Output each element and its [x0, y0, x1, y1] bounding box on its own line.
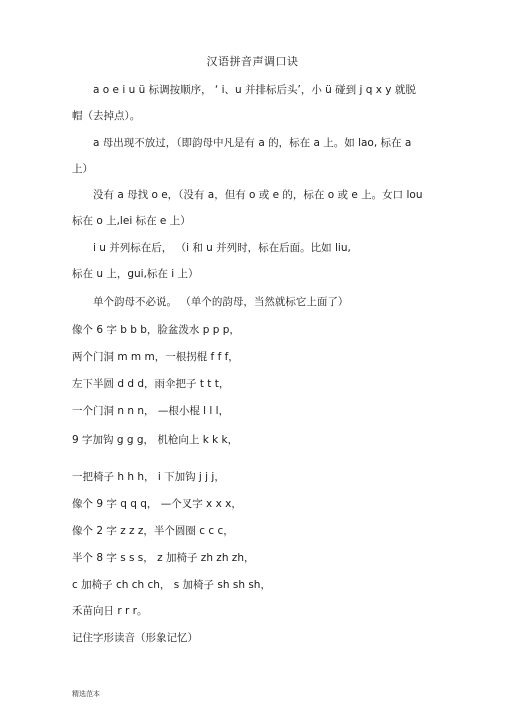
text-line: 上） — [72, 163, 93, 175]
text-line: i u 并列标在后， （i 和 u 并列时，标在后面。比如 liu, — [93, 242, 351, 254]
text-line: 左下半圆 d d d，雨伞把子 t t t， — [72, 378, 230, 390]
text-line: 两个门洞 m m m，一根拐棍 f f f， — [72, 351, 239, 363]
text-line: 半个 8 字 s s s， z 加椅子 zh zh zh， — [72, 552, 255, 564]
text-line: 一把椅子 h h h， i 下加钩 j j j， — [72, 471, 225, 483]
text-line: a 母出现不放过，（即韵母中凡是有 a 的，标在 a 上。如 lao, 标在 a — [93, 137, 412, 149]
text-line: 标在 u 上，gui,标在 i 上） — [72, 268, 199, 280]
footer-note: 精选范本 — [72, 690, 100, 698]
text-line: c 加椅子 ch ch ch， s 加椅子 sh sh sh， — [72, 579, 271, 591]
text-line: 9 字加钩 g g g， 机枪向上 k k k， — [72, 434, 239, 446]
text-line: 一个门洞 n n n， —根小棍 l l l， — [72, 405, 230, 417]
text-line: 像个 6 字 b b b，脸盆泼水 p p p， — [72, 324, 240, 336]
text-line: 标在 o 上,lei 标在 e 上） — [72, 215, 191, 227]
page-title: 汉语拼音声调口诀 — [206, 55, 299, 68]
text-line: 像个 2 字 z z z，半个圆圈 c c c， — [72, 525, 234, 537]
text-line: 帽（去掉点）。 — [72, 110, 141, 122]
text-line: 记住字形读音（形象记忆） — [72, 632, 198, 644]
text-line: 没有 a 母找 o e，（没有 a，但有 o 或 e 的，标在 o 或 e 上。女口 lou — [93, 189, 423, 201]
text-line: a o e i u ü 标调按顺序， ‘ i、u 并排标后头’，小 ü 碰到 j q x y 就脱 — [93, 84, 416, 96]
text-line: 像个 9 字 q q q， —个叉字 x x x， — [72, 498, 242, 510]
text-line: 单个韵母不必说。 （单个的韵母，当然就标它上面了） — [93, 296, 349, 308]
text-line: 禾苗向日 r r r。 — [72, 605, 148, 617]
